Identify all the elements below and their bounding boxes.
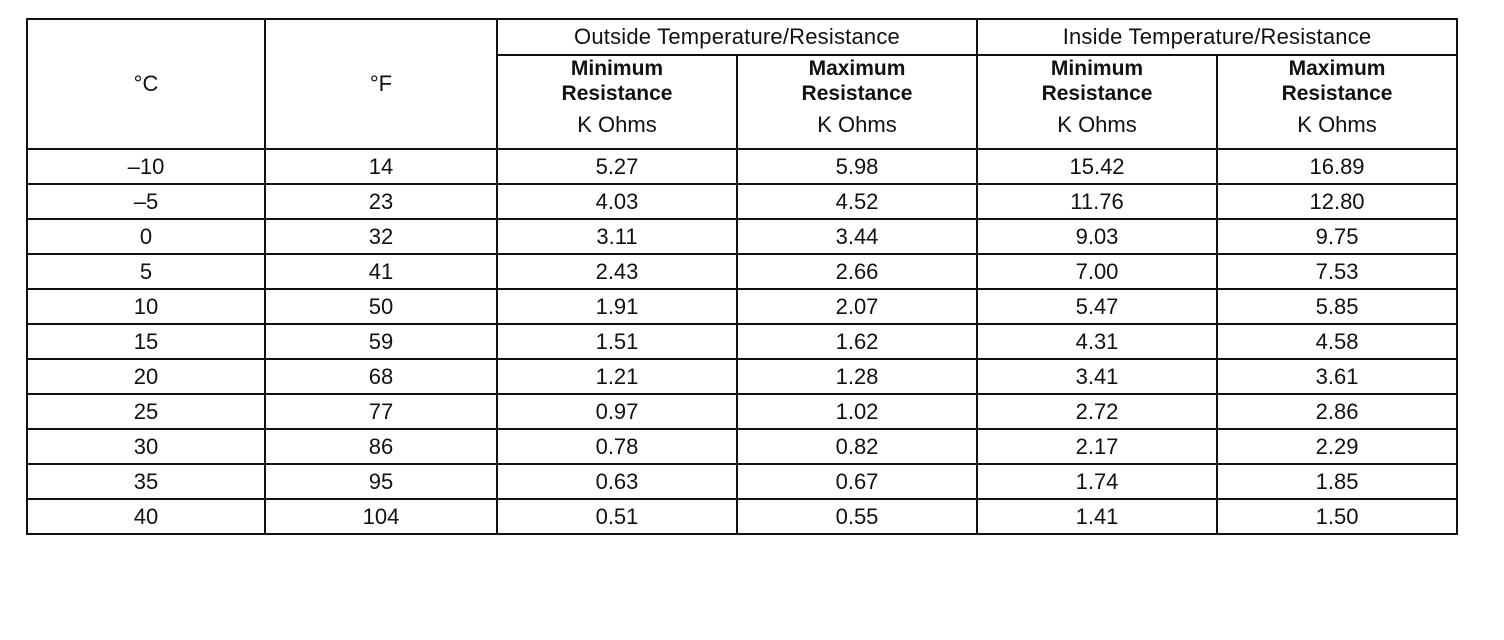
cell-outside-max: 1.62	[737, 324, 977, 359]
table-row	[27, 359, 1457, 394]
cell-inside-min: 11.76	[977, 184, 1217, 219]
cell-fahrenheit: 77	[265, 394, 497, 429]
table-row	[27, 499, 1457, 534]
cell-fahrenheit: 14	[265, 149, 497, 184]
header-celsius: °C	[27, 19, 265, 149]
cell-outside-min: 1.91	[497, 289, 737, 324]
cell-celsius: 40	[27, 499, 265, 534]
table-row	[27, 219, 1457, 254]
table-row	[27, 254, 1457, 289]
table-row	[27, 324, 1457, 359]
cell-inside-min: 2.72	[977, 394, 1217, 429]
cell-inside-min: 2.17	[977, 429, 1217, 464]
cell-celsius: 15	[27, 324, 265, 359]
cell-outside-max: 5.98	[737, 149, 977, 184]
cell-fahrenheit: 23	[265, 184, 497, 219]
table-body	[27, 149, 1457, 534]
cell-fahrenheit: 104	[265, 499, 497, 534]
table-row	[27, 394, 1457, 429]
header-fahrenheit: °F	[265, 19, 497, 149]
cell-celsius: 30	[27, 429, 265, 464]
header-outside-group: Outside Temperature/Resistance	[497, 19, 977, 55]
cell-fahrenheit: 41	[265, 254, 497, 289]
header-inside-group: Inside Temperature/Resistance	[977, 19, 1457, 55]
table-row	[27, 429, 1457, 464]
cell-outside-max: 3.44	[737, 219, 977, 254]
cell-fahrenheit: 32	[265, 219, 497, 254]
header-row-groups	[27, 19, 1457, 55]
cell-outside-max: 0.67	[737, 464, 977, 499]
resistance-table-container	[26, 18, 1456, 535]
cell-outside-min: 0.97	[497, 394, 737, 429]
cell-inside-max: 4.58	[1217, 324, 1457, 359]
cell-inside-max: 2.86	[1217, 394, 1457, 429]
cell-celsius: 35	[27, 464, 265, 499]
cell-inside-max: 12.80	[1217, 184, 1457, 219]
header-outside-minimum-line2: Resistance	[561, 82, 673, 105]
cell-inside-min: 9.03	[977, 219, 1217, 254]
cell-inside-min: 5.47	[977, 289, 1217, 324]
header-outside-maximum-line1: Maximum	[808, 57, 906, 80]
cell-inside-min: 1.41	[977, 499, 1217, 534]
cell-outside-min: 0.78	[497, 429, 737, 464]
table-row	[27, 289, 1457, 324]
cell-celsius: 10	[27, 289, 265, 324]
cell-fahrenheit: 59	[265, 324, 497, 359]
temperature-resistance-table	[26, 18, 1458, 535]
header-inside-maximum-unit: K Ohms	[1297, 112, 1377, 137]
header-inside-maximum-line1: Maximum	[1288, 57, 1386, 80]
cell-outside-min: 1.51	[497, 324, 737, 359]
cell-outside-max: 0.55	[737, 499, 977, 534]
header-outside-minimum-line1: Minimum	[570, 57, 664, 80]
cell-fahrenheit: 95	[265, 464, 497, 499]
cell-outside-max: 1.28	[737, 359, 977, 394]
header-outside-maximum-unit: K Ohms	[817, 112, 897, 137]
cell-outside-max: 4.52	[737, 184, 977, 219]
cell-outside-min: 2.43	[497, 254, 737, 289]
header-outside-maximum	[737, 55, 977, 149]
cell-outside-max: 0.82	[737, 429, 977, 464]
cell-inside-max: 5.85	[1217, 289, 1457, 324]
header-inside-minimum-line2: Resistance	[1041, 82, 1153, 105]
cell-celsius: 20	[27, 359, 265, 394]
cell-inside-min: 3.41	[977, 359, 1217, 394]
cell-fahrenheit: 86	[265, 429, 497, 464]
cell-inside-max: 7.53	[1217, 254, 1457, 289]
cell-outside-min: 0.63	[497, 464, 737, 499]
cell-inside-max: 16.89	[1217, 149, 1457, 184]
cell-inside-min: 4.31	[977, 324, 1217, 359]
cell-inside-min: 7.00	[977, 254, 1217, 289]
header-outside-maximum-line2: Resistance	[801, 82, 913, 105]
cell-outside-min: 0.51	[497, 499, 737, 534]
header-inside-minimum-unit: K Ohms	[1057, 112, 1137, 137]
cell-outside-max: 2.07	[737, 289, 977, 324]
cell-outside-min: 1.21	[497, 359, 737, 394]
cell-inside-max: 9.75	[1217, 219, 1457, 254]
cell-inside-max: 2.29	[1217, 429, 1457, 464]
header-outside-minimum-unit: K Ohms	[577, 112, 657, 137]
cell-inside-max: 1.50	[1217, 499, 1457, 534]
header-inside-maximum	[1217, 55, 1457, 149]
cell-celsius: 25	[27, 394, 265, 429]
cell-celsius: 5	[27, 254, 265, 289]
cell-outside-max: 2.66	[737, 254, 977, 289]
header-inside-minimum-line1: Minimum	[1050, 57, 1144, 80]
table-row	[27, 184, 1457, 219]
cell-outside-min: 5.27	[497, 149, 737, 184]
header-inside-minimum	[977, 55, 1217, 149]
cell-inside-min: 1.74	[977, 464, 1217, 499]
table-row	[27, 149, 1457, 184]
cell-celsius: –10	[27, 149, 265, 184]
cell-inside-min: 15.42	[977, 149, 1217, 184]
cell-celsius: –5	[27, 184, 265, 219]
cell-fahrenheit: 68	[265, 359, 497, 394]
cell-inside-max: 3.61	[1217, 359, 1457, 394]
cell-inside-max: 1.85	[1217, 464, 1457, 499]
cell-fahrenheit: 50	[265, 289, 497, 324]
cell-outside-min: 4.03	[497, 184, 737, 219]
cell-outside-max: 1.02	[737, 394, 977, 429]
header-inside-maximum-line2: Resistance	[1281, 82, 1393, 105]
header-outside-minimum	[497, 55, 737, 149]
table-row	[27, 464, 1457, 499]
cell-outside-min: 3.11	[497, 219, 737, 254]
cell-celsius: 0	[27, 219, 265, 254]
